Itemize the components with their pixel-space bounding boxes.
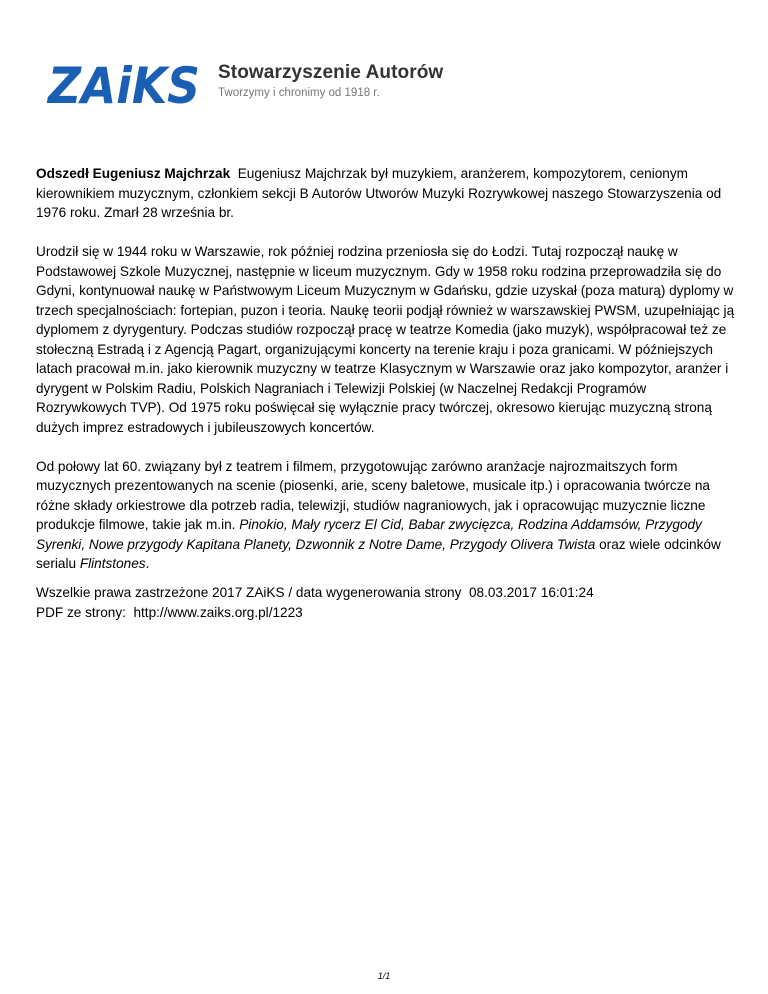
copyright-text: Wszelkie prawa zastrzeżone 2017 ZAiKS / data wygenerowania strony	[36, 585, 462, 600]
article-paragraph-3	[36, 457, 736, 574]
pdf-label: PDF ze strony:	[36, 604, 126, 620]
article-lead-paragraph	[36, 164, 736, 223]
paragraph3-end: .	[145, 556, 150, 571]
brand-name: Stowarzyszenie Autorów	[218, 62, 444, 83]
brand-tagline: Tworzymy i chronimy od 1918 r.	[218, 87, 380, 99]
article-lead: Eugeniusz Majchrzak był muzykiem, aranżerem, kompozytorem, cenionym kierownikiem muzycznym, członkiem sekcji B Autorów Utworów Muzyki Rozrywkowej naszego Stowarzyszenia od 1976 roku. Zmarł 28 września br.	[36, 166, 722, 220]
article-title: Odszedł Eugeniusz Majchrzak	[36, 166, 231, 181]
paragraph3-start: Od połowy lat 60. związany był z teatrem i filmem, przygotowując zarówno aranżacje najrozmaitszych form muzycznych prezentowanych na scenie (piosenki, arie, sceny baletowe, musicale itp.) i opracowania twórcze na różne składy orkiestrowe dla potrzeb radia, telewizji, studiów nagraniowych, jak i opracowując muzycznie liczne produkcje filmowe, takie jak m.in.	[36, 458, 710, 532]
page-footer-info	[36, 583, 736, 622]
copyright-line	[36, 583, 736, 603]
brand-text	[218, 62, 443, 100]
zaiks-logo[interactable]	[46, 53, 206, 109]
paragraph3-series-title: Flintstones	[79, 556, 146, 571]
page-number: 1/1	[377, 971, 391, 981]
paragraph3-film-titles: Pinokio, Mały rycerz El Cid, Babar zwycięzca, Rodzina Addamsów, Przygody Syrenki, Nowe przygody Kapitana Planety, Dzwonnik z Notre Dame, Przygody Olivera Twista	[36, 517, 702, 552]
page-header	[46, 53, 466, 109]
pdf-url-link[interactable]: http://www.zaiks.org.pl/1223	[133, 604, 303, 620]
article-body	[36, 164, 736, 593]
paragraph3-mid: oraz wiele odcinków serialu	[36, 536, 721, 571]
generated-date: 08.03.2017 16:01:24	[468, 585, 594, 600]
article-paragraph-2: Urodził się w 1944 roku w Warszawie, rok później rodzina przeniosła się do Łodzi. Tutaj rozpoczął naukę w Podstawowej Szkole Muzycznej, następnie w liceum muzycznym. Gdy w 1958 roku rodzina przeprowadziła się do Gdyni, kontynuował naukę w Państwowym Liceum Muzycznym w Gdańsku, gdzie uzyskał (poza maturą) dyplomy w trzech specjalnościach: fortepian, puzon i teoria. Naukę teorii podjął również w warszawskiej PWSM, uzupełniając ją dyplomem z dyrygentury. Podczas studiów rozpoczął pracę w teatrze Komedia (jako muzyk), współpracował też ze stołeczną Estradą i z Agencją Pagart, organizującymi koncerty na terenie kraju i poza granicami. W późniejszych latach pracował m.in. jako kierownik muzyczny w teatrze Klasycznym w Warszawie oraz jako kompozytor, aranżer i dyrygent w Polskim Radiu, Polskich Nagraniach i Telewizji Polskiej (w Naczelnej Redakcji Programów Rozrywkowych TVP). Od 1975 roku poświęcał się wyłącznie pracy twórczej, okresowo kierując muzyczną stroną dużych imprez estradowych i jubileuszowych koncertów.	[36, 244, 735, 435]
pdf-source-line	[36, 603, 736, 623]
logo-wordmark: ZAiKS	[46, 57, 201, 109]
